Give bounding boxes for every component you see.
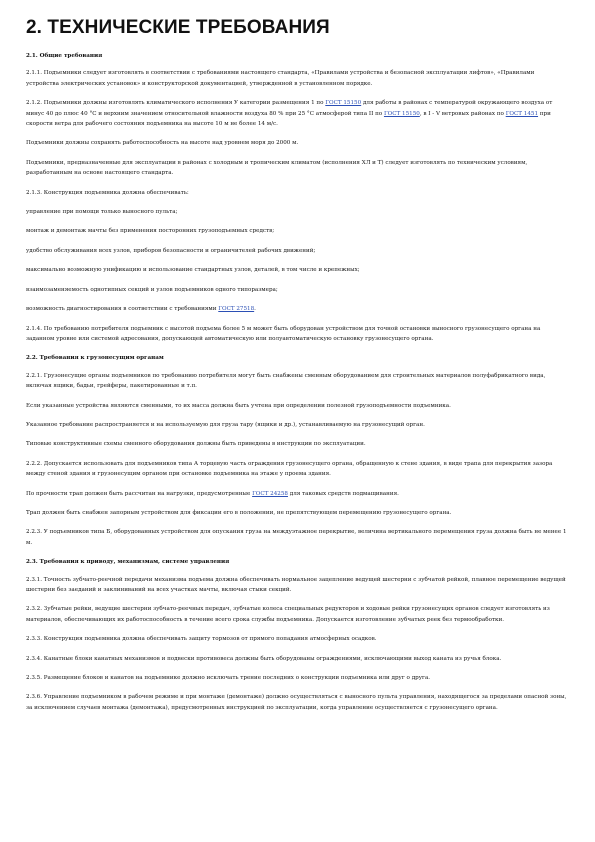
text-segment: По прочности трап должен быть рассчитан на нагрузки, предусмотренные: [26, 490, 253, 497]
paragraph-2-1-1: 2.1.1. Подъемники следует изготовлять в соответствии с требованиями настоящего стандарта, «Правилами устройства и безопасной эксплуатации лифтов», «Правилами устройства электрических установок» и конструкторской документацией, утвержденной в установленном порядке.: [26, 70, 535, 87]
section-heading-general: 2.1. Общие требования: [26, 53, 103, 59]
paragraph-2-2-1: 2.2.1. Грузонесущие органы подъемников по требованию потребителя могут быть снабжены сменным оборудованием для строительных материалов полуфабрикатного вида, включая ящики, бадьи, грейферы, пакетированные и т.п.: [26, 372, 546, 390]
paragraph-climate: Подъемники, предназначенные для эксплуатации в районах с холодным и тропическим климатом (исполнения ХЛ и Т) следует изготовлять по техническим условиям, разработанным на основе настоящего стандарта.: [26, 159, 528, 177]
link-gost-15150[interactable]: ГОСТ 15150: [383, 110, 420, 117]
paragraph-2-3-6: 2.3.6. Управление подъемником в рабочем режиме и при монтаже (демонтаже) должно осуществляться с выносного пульта управления, находящегося за пределами опасной зоны, за исключением случаев монтажа (демонтажа), предусмотренных инструкцией по эксплуатации, когда управление осуществляется с грузонесущего органа.: [26, 694, 567, 711]
link-gost-27518[interactable]: ГОСТ 27518: [218, 306, 255, 313]
paragraph-removable-mass: Если указанные устройства являются сменными, то их масса должна быть учтена при определении полезной грузоподъемности подъемника.: [26, 402, 451, 409]
paragraph-2-2-2: 2.2.2. Допускается использовать для подъемников типа А торцевую часть ограждения грузонесущего органа, обращенную к стене здания, в виде трапа для перекрытия зазора между стеной здания и грузонесущим органом при остановке подъемника на этаже у проема здания.: [26, 460, 553, 478]
paragraph-2-1-3: 2.1.3. Конструкция подъемника должна обеспечивать:: [26, 189, 189, 196]
text-segment: для работы в районах с температурой окружающего воздуха от минус 40 до плюс 40 °С и верхним значением относительной влажности воздуха 80 % при 25 °С атмосферой типа II по: [26, 100, 553, 117]
page-title: 2. ТЕХНИЧЕСКИЕ ТРЕБОВАНИЯ: [26, 17, 330, 38]
paragraph-2-3-1: 2.3.1. Точность зубчато-реечной передачи механизма подъема должна обеспечивать нормальное зацепление ведущей шестерни с зубчатой рейкой, плавное перемещение ведущей шестерни без заеданий и заклиниваний на всех участках мачты, включая стыки секций.: [26, 576, 566, 593]
paragraph-2-2-3: 2.2.3. У подъемников типа Б, оборудованных устройством для опускания груза на междуэтажное перекрытие, величина вертикального перемещения груза должна быть не менее 1 м.: [26, 529, 567, 546]
paragraph-2-3-5: 2.3.5. Размещение блоков и канатов на подъемнике должно исключать трение последних о конструкции подъемника или друг о друга.: [26, 675, 431, 682]
section-heading-drive: 2.3. Требования к приводу, механизмам, системе управления: [26, 559, 230, 566]
text-segment: при скорости ветра для рабочего состояния подъемника на высоте 10 м не более 14 м/с.: [26, 110, 551, 128]
text-segment: .: [254, 306, 256, 313]
paragraph-typical-schemes: Типовые конструктивные схемы сменного оборудования должны быть приведены в инструкции по эксплуатации.: [26, 441, 366, 448]
link-gost-1451[interactable]: ГОСТ 1451: [505, 110, 539, 117]
link-gost-15150[interactable]: ГОСТ 15150: [325, 100, 362, 107]
paragraph-2-3-2: 2.3.2. Зубчатые рейки, ведущие шестерни зубчато-реечных передач, зубчатые колеса специальных редукторов и ходовые рейки грузонесущих органов следует изготовлять из материалов, обеспечивающих их работоспособность в течение всего срока службы подъемника. Допускается изготовление зубчатых реек без термообработки.: [26, 606, 550, 623]
list-item-diagnostics: [26, 304, 569, 314]
text-segment: для таковых средств подмащивания.: [287, 490, 399, 497]
link-gost-24258[interactable]: ГОСТ 24258: [252, 490, 288, 497]
text-segment: возможность диагностирования в соответствии с требованиями: [26, 306, 219, 313]
paragraph-2-1-2: [26, 98, 569, 129]
text-segment: 2.1.2. Подъемники должны изготовлять климатического исполнения У категории размещения 1 по: [26, 100, 326, 107]
list-item-unification: максимально возможную унификацию и использование стандартных узлов, деталей, в том числе и крепежных;: [26, 267, 360, 274]
text-segment: , в I - V ветровых районах по: [419, 110, 506, 117]
paragraph-container: Указанное требование распространяется и на используемую для груза тару (ящики и др.), устанавливаемую на грузонесущий орган.: [26, 421, 425, 428]
paragraph-ladder-strength: [26, 489, 569, 499]
paragraph-ladder-lock: Трап должен быть снабжен запорным устройством для фиксации его в положении, не препятствующем перемещению грузонесущего органа.: [26, 509, 452, 516]
section-heading-load-carrying: 2.2. Требования к грузонесущим органам: [26, 355, 164, 362]
list-item-mounting: монтаж и демонтаж мачты без применения посторонних грузоподъемных средств;: [26, 228, 275, 235]
paragraph-2-3-4: 2.3.4. Канатные блоки канатных механизмов и подвески противовеса должны быть оборудованы ограждениями, исключающими выход каната из ручья блока.: [26, 655, 502, 662]
list-item-control: управление при помощи только выносного пульта;: [26, 209, 178, 216]
paragraph-2-3-3: 2.3.3. Конструкция подъемника должна обеспечивать защиту тормозов от прямого попадания атмосферных осадков.: [26, 636, 377, 643]
paragraph-altitude: Подъемники должны сохранять работоспособность на высоте над уровнем моря до 2000 м.: [26, 140, 299, 147]
paragraph-2-1-4: 2.1.4. По требованию потребителя подъемник с высотой подъема более 5 м может быть оборудован устройством для точной остановки выносного грузонесущего органа на заданном уровне или системой адресования, допускающей автоматическую или полуавтоматическую остановку грузонесущего органа.: [26, 325, 541, 342]
list-item-interchangeability: взаимозаменяемость однотипных секций и узлов подъемников одного типоразмера;: [26, 286, 278, 293]
list-item-service: удобство обслуживания всех узлов, приборов безопасности и ограничителей рабочих движений;: [26, 247, 316, 254]
